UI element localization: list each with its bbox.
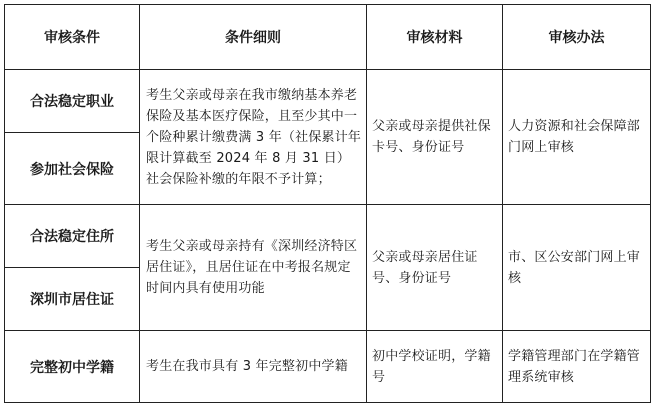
table-row (5, 331, 651, 403)
condition-cell: 合法稳定住所 (5, 205, 140, 268)
header-detail: 条件细则 (140, 5, 367, 70)
header-method: 审核办法 (503, 5, 651, 70)
detail-cell: 考生在我市具有 3 年完整初中学籍 (140, 331, 367, 403)
table-row (5, 205, 651, 268)
condition-cell: 完整初中学籍 (5, 331, 140, 403)
method-cell: 学籍管理部门在学籍管理系统审核 (503, 331, 651, 403)
materials-cell: 初中学校证明，学籍号 (367, 331, 503, 403)
condition-cell: 参加社会保险 (5, 133, 140, 205)
table-header-row (5, 5, 651, 70)
method-cell: 市、区公安部门网上审核 (503, 205, 651, 331)
detail-cell: 考生父亲或母亲持有《深圳经济特区居住证》，且居住证在中考报名规定时间内具有使用功能 (140, 205, 367, 331)
detail-cell: 考生父亲或母亲在我市缴纳基本养老保险及基本医疗保险，且至少其中一个险种累计缴费满 3 年（社保累计年限计算截至 2024 年 8 月 31 日）社会保险补缴的年限不予计算； (140, 70, 367, 205)
condition-cell: 深圳市居住证 (5, 268, 140, 331)
header-materials: 审核材料 (367, 5, 503, 70)
method-cell: 人力资源和社会保障部门网上审核 (503, 70, 651, 205)
table-row (5, 70, 651, 133)
header-condition: 审核条件 (5, 5, 140, 70)
materials-cell: 父亲或母亲居住证号、身份证号 (367, 205, 503, 331)
review-conditions-table (4, 4, 651, 403)
condition-cell: 合法稳定职业 (5, 70, 140, 133)
materials-cell: 父亲或母亲提供社保卡号、身份证号 (367, 70, 503, 205)
